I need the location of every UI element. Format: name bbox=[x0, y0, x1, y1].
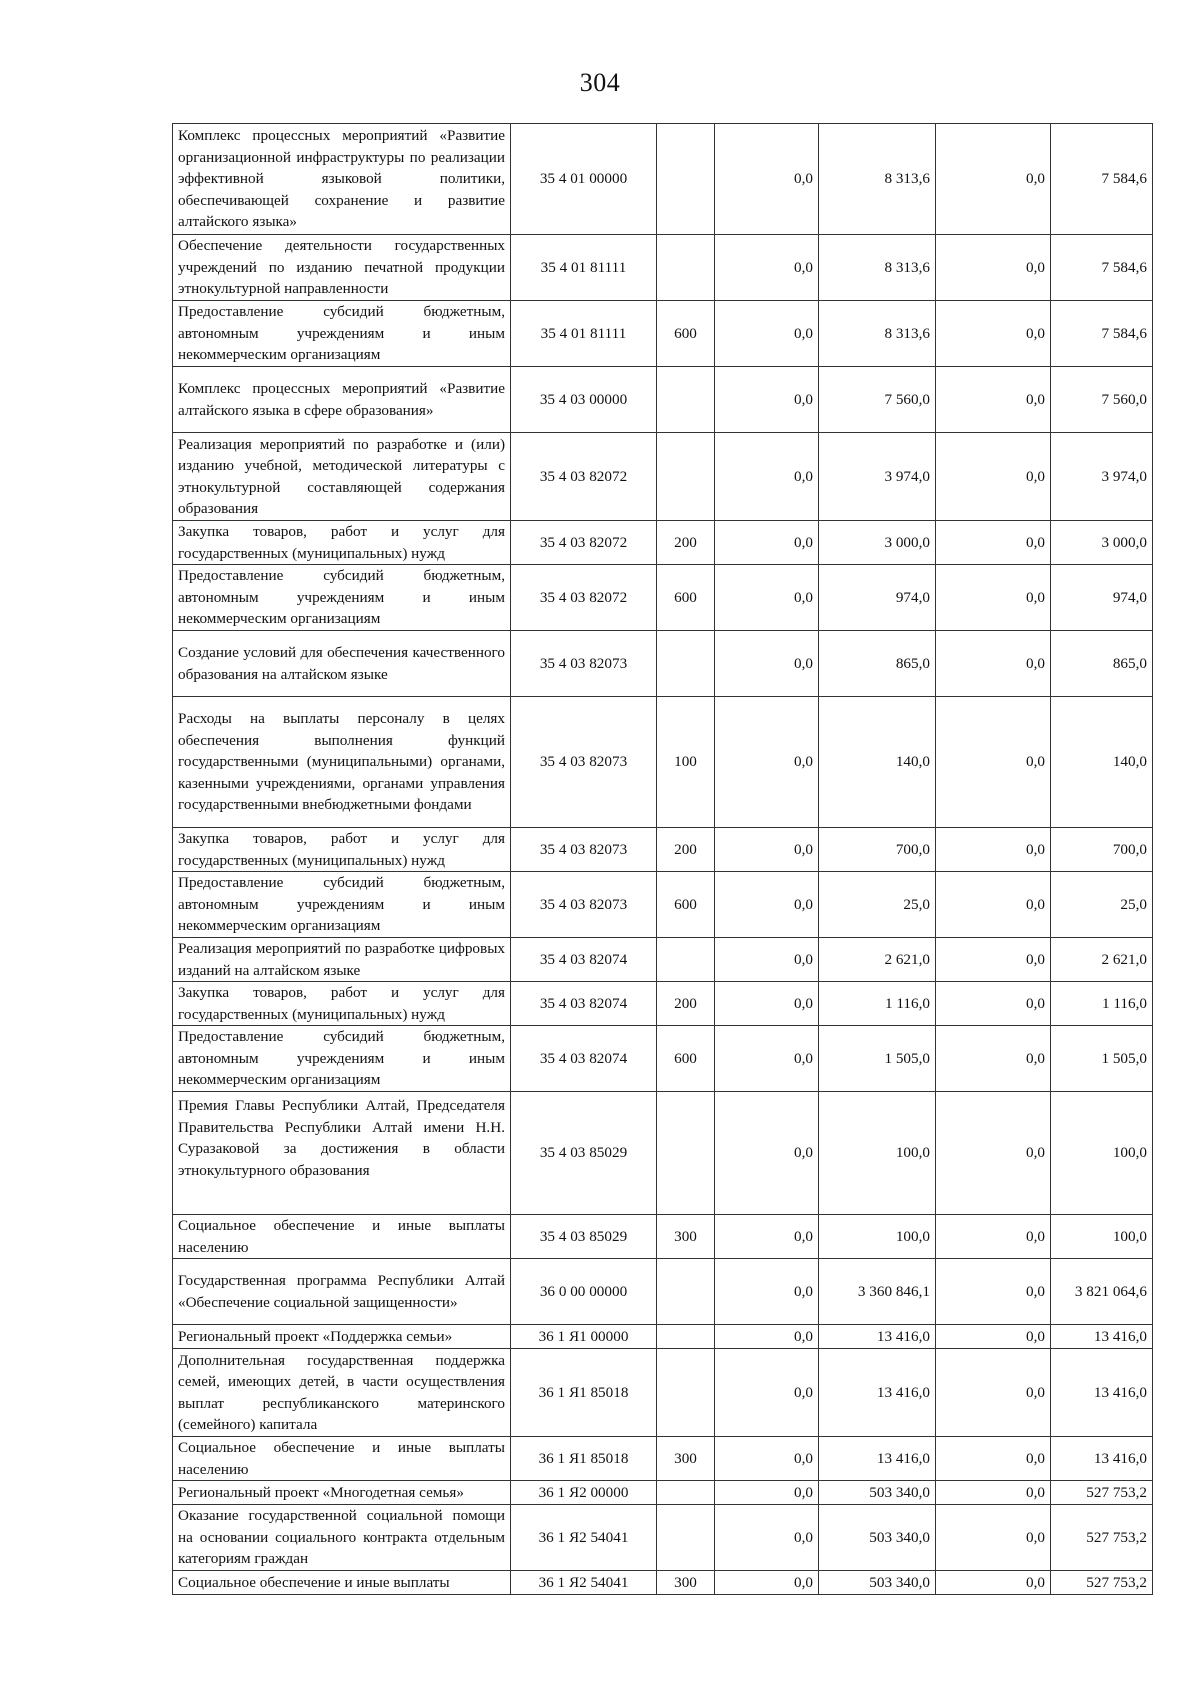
row-value-4: 1 505,0 bbox=[1051, 1026, 1153, 1092]
row-value-4: 7 584,6 bbox=[1051, 301, 1153, 367]
row-target-code: 35 4 01 00000 bbox=[511, 124, 657, 235]
row-value-4: 2 621,0 bbox=[1051, 938, 1153, 982]
table-row bbox=[173, 235, 1153, 301]
row-target-code: 35 4 03 82074 bbox=[511, 1026, 657, 1092]
row-target-code: 35 4 03 00000 bbox=[511, 367, 657, 433]
row-expense-type: 600 bbox=[657, 301, 715, 367]
row-value-4: 700,0 bbox=[1051, 828, 1153, 872]
row-value-2: 3 000,0 bbox=[819, 521, 936, 565]
row-value-1: 0,0 bbox=[715, 872, 819, 938]
row-value-1: 0,0 bbox=[715, 367, 819, 433]
row-value-3: 0,0 bbox=[936, 1259, 1051, 1325]
row-value-3: 0,0 bbox=[936, 1026, 1051, 1092]
row-value-1: 0,0 bbox=[715, 828, 819, 872]
row-value-3: 0,0 bbox=[936, 301, 1051, 367]
row-value-1: 0,0 bbox=[715, 1481, 819, 1505]
table-row bbox=[173, 631, 1153, 697]
table-row bbox=[173, 982, 1153, 1026]
table-row bbox=[173, 124, 1153, 235]
row-value-2: 13 416,0 bbox=[819, 1349, 936, 1437]
row-value-1: 0,0 bbox=[715, 1026, 819, 1092]
row-value-4: 25,0 bbox=[1051, 872, 1153, 938]
row-value-4: 7 584,6 bbox=[1051, 235, 1153, 301]
row-value-1: 0,0 bbox=[715, 301, 819, 367]
row-expense-type bbox=[657, 1481, 715, 1505]
table-row bbox=[173, 872, 1153, 938]
row-expense-type: 600 bbox=[657, 565, 715, 631]
row-target-code: 36 1 Я2 00000 bbox=[511, 1481, 657, 1505]
row-target-code: 35 4 03 82072 bbox=[511, 521, 657, 565]
row-name: Закупка товаров, работ и услуг для государственных (муниципальных) нужд bbox=[173, 521, 511, 565]
row-value-1: 0,0 bbox=[715, 124, 819, 235]
table-row bbox=[173, 1571, 1153, 1595]
row-value-2: 140,0 bbox=[819, 697, 936, 828]
table-row bbox=[173, 367, 1153, 433]
row-value-4: 7 584,6 bbox=[1051, 124, 1153, 235]
row-expense-type: 200 bbox=[657, 521, 715, 565]
row-value-4: 140,0 bbox=[1051, 697, 1153, 828]
row-value-3: 0,0 bbox=[936, 872, 1051, 938]
row-name: Социальное обеспечение и иные выплаты населению bbox=[173, 1215, 511, 1259]
row-target-code: 35 4 03 82074 bbox=[511, 982, 657, 1026]
row-expense-type bbox=[657, 433, 715, 521]
row-value-4: 7 560,0 bbox=[1051, 367, 1153, 433]
table-row bbox=[173, 433, 1153, 521]
row-value-3: 0,0 bbox=[936, 1325, 1051, 1349]
row-target-code: 36 1 Я2 54041 bbox=[511, 1571, 657, 1595]
row-expense-type: 200 bbox=[657, 828, 715, 872]
row-name: Обеспечение деятельности государственных учреждений по изданию печатной продукции этнокультурной направленности bbox=[173, 235, 511, 301]
row-expense-type bbox=[657, 631, 715, 697]
row-value-4: 527 753,2 bbox=[1051, 1505, 1153, 1571]
row-value-1: 0,0 bbox=[715, 1571, 819, 1595]
table-row bbox=[173, 1437, 1153, 1481]
row-value-4: 1 116,0 bbox=[1051, 982, 1153, 1026]
row-expense-type bbox=[657, 938, 715, 982]
row-target-code: 35 4 01 81111 bbox=[511, 235, 657, 301]
row-value-3: 0,0 bbox=[936, 1437, 1051, 1481]
row-value-2: 503 340,0 bbox=[819, 1505, 936, 1571]
row-value-3: 0,0 bbox=[936, 1349, 1051, 1437]
row-expense-type bbox=[657, 1259, 715, 1325]
table-row bbox=[173, 938, 1153, 982]
table-row bbox=[173, 565, 1153, 631]
row-name: Закупка товаров, работ и услуг для государственных (муниципальных) нужд bbox=[173, 828, 511, 872]
table-row bbox=[173, 697, 1153, 828]
row-value-4: 3 974,0 bbox=[1051, 433, 1153, 521]
row-value-1: 0,0 bbox=[715, 433, 819, 521]
table-row bbox=[173, 828, 1153, 872]
row-value-2: 13 416,0 bbox=[819, 1325, 936, 1349]
row-expense-type bbox=[657, 1349, 715, 1437]
row-name: Предоставление субсидий бюджетным, автономным учреждениям и иным некоммерческим организациям bbox=[173, 1026, 511, 1092]
row-target-code: 36 1 Я1 85018 bbox=[511, 1349, 657, 1437]
row-value-4: 3 000,0 bbox=[1051, 521, 1153, 565]
row-value-1: 0,0 bbox=[715, 1259, 819, 1325]
row-target-code: 35 4 03 82073 bbox=[511, 872, 657, 938]
row-name: Реализация мероприятий по разработке и (или) изданию учебной, методической литературы с этнокультурной составляющей содержания образования bbox=[173, 433, 511, 521]
row-value-2: 503 340,0 bbox=[819, 1571, 936, 1595]
row-value-2: 700,0 bbox=[819, 828, 936, 872]
row-value-3: 0,0 bbox=[936, 367, 1051, 433]
row-expense-type: 300 bbox=[657, 1571, 715, 1595]
row-value-3: 0,0 bbox=[936, 235, 1051, 301]
row-expense-type bbox=[657, 1505, 715, 1571]
row-value-3: 0,0 bbox=[936, 1215, 1051, 1259]
budget-table bbox=[172, 123, 1153, 1595]
row-name: Закупка товаров, работ и услуг для государственных (муниципальных) нужд bbox=[173, 982, 511, 1026]
budget-table-body bbox=[173, 124, 1153, 1595]
row-value-4: 527 753,2 bbox=[1051, 1481, 1153, 1505]
row-target-code: 35 4 03 82073 bbox=[511, 631, 657, 697]
row-value-3: 0,0 bbox=[936, 631, 1051, 697]
row-value-3: 0,0 bbox=[936, 433, 1051, 521]
row-value-4: 100,0 bbox=[1051, 1215, 1153, 1259]
row-target-code: 35 4 01 81111 bbox=[511, 301, 657, 367]
row-value-4: 13 416,0 bbox=[1051, 1349, 1153, 1437]
row-value-1: 0,0 bbox=[715, 521, 819, 565]
row-value-4: 13 416,0 bbox=[1051, 1325, 1153, 1349]
row-target-code: 35 4 03 82072 bbox=[511, 565, 657, 631]
row-name: Предоставление субсидий бюджетным, автономным учреждениям и иным некоммерческим организациям bbox=[173, 301, 511, 367]
row-name: Создание условий для обеспечения качественного образования на алтайском языке bbox=[173, 631, 511, 697]
row-expense-type: 100 bbox=[657, 697, 715, 828]
row-expense-type: 300 bbox=[657, 1215, 715, 1259]
row-value-1: 0,0 bbox=[715, 235, 819, 301]
row-expense-type bbox=[657, 1092, 715, 1215]
row-value-3: 0,0 bbox=[936, 982, 1051, 1026]
table-row bbox=[173, 1092, 1153, 1215]
table-row bbox=[173, 1325, 1153, 1349]
row-value-4: 3 821 064,6 bbox=[1051, 1259, 1153, 1325]
row-expense-type: 600 bbox=[657, 872, 715, 938]
row-name: Предоставление субсидий бюджетным, автономным учреждениям и иным некоммерческим организациям bbox=[173, 872, 511, 938]
row-expense-type bbox=[657, 367, 715, 433]
row-value-3: 0,0 bbox=[936, 1505, 1051, 1571]
row-name: Региональный проект «Поддержка семьи» bbox=[173, 1325, 511, 1349]
row-value-2: 503 340,0 bbox=[819, 1481, 936, 1505]
row-name: Комплекс процессных мероприятий «Развитие алтайского языка в сфере образования» bbox=[173, 367, 511, 433]
row-value-4: 527 753,2 bbox=[1051, 1571, 1153, 1595]
row-name: Региональный проект «Многодетная семья» bbox=[173, 1481, 511, 1505]
row-name: Оказание государственной социальной помощи на основании социального контракта отдельным категориям граждан bbox=[173, 1505, 511, 1571]
row-value-1: 0,0 bbox=[715, 565, 819, 631]
row-value-2: 100,0 bbox=[819, 1092, 936, 1215]
row-target-code: 35 4 03 82073 bbox=[511, 828, 657, 872]
row-value-4: 100,0 bbox=[1051, 1092, 1153, 1215]
row-expense-type bbox=[657, 124, 715, 235]
row-value-1: 0,0 bbox=[715, 631, 819, 697]
row-target-code: 36 1 Я1 85018 bbox=[511, 1437, 657, 1481]
row-expense-type: 300 bbox=[657, 1437, 715, 1481]
row-name: Социальное обеспечение и иные выплаты населению bbox=[173, 1437, 511, 1481]
row-target-code: 36 0 00 00000 bbox=[511, 1259, 657, 1325]
row-value-2: 25,0 bbox=[819, 872, 936, 938]
row-value-3: 0,0 bbox=[936, 1481, 1051, 1505]
row-value-2: 3 974,0 bbox=[819, 433, 936, 521]
row-value-1: 0,0 bbox=[715, 1437, 819, 1481]
row-target-code: 36 1 Я1 00000 bbox=[511, 1325, 657, 1349]
row-value-1: 0,0 bbox=[715, 1505, 819, 1571]
row-name: Предоставление субсидий бюджетным, автономным учреждениям и иным некоммерческим организациям bbox=[173, 565, 511, 631]
row-target-code: 35 4 03 82073 bbox=[511, 697, 657, 828]
row-name: Расходы на выплаты персоналу в целях обеспечения выполнения функций государственными (муниципальными) органами, казенными учреждениями, органами управления государственными внебюджетными фондами bbox=[173, 697, 511, 828]
table-row bbox=[173, 1215, 1153, 1259]
row-value-2: 8 313,6 bbox=[819, 301, 936, 367]
row-value-1: 0,0 bbox=[715, 1349, 819, 1437]
table-row bbox=[173, 1259, 1153, 1325]
row-value-2: 974,0 bbox=[819, 565, 936, 631]
row-name: Социальное обеспечение и иные выплаты bbox=[173, 1571, 511, 1595]
row-value-2: 13 416,0 bbox=[819, 1437, 936, 1481]
row-value-3: 0,0 bbox=[936, 697, 1051, 828]
row-value-2: 2 621,0 bbox=[819, 938, 936, 982]
row-value-2: 865,0 bbox=[819, 631, 936, 697]
table-row bbox=[173, 1481, 1153, 1505]
row-value-2: 8 313,6 bbox=[819, 235, 936, 301]
row-value-1: 0,0 bbox=[715, 1215, 819, 1259]
table-row bbox=[173, 1349, 1153, 1437]
row-value-2: 7 560,0 bbox=[819, 367, 936, 433]
row-name: Комплекс процессных мероприятий «Развитие организационной инфраструктуры по реализации эффективной языковой политики, обеспечивающей сохранение и развитие алтайского языка» bbox=[173, 124, 511, 235]
table-row bbox=[173, 1026, 1153, 1092]
row-value-3: 0,0 bbox=[936, 124, 1051, 235]
page-number: 304 bbox=[579, 68, 621, 97]
row-value-2: 1 116,0 bbox=[819, 982, 936, 1026]
row-name: Государственная программа Республики Алтай «Обеспечение социальной защищенности» bbox=[173, 1259, 511, 1325]
table-row bbox=[173, 301, 1153, 367]
row-expense-type bbox=[657, 235, 715, 301]
row-name: Премия Главы Республики Алтай, Председателя Правительства Республики Алтай имени Н.Н. Суразаковой за достижения в области этнокультурного образования bbox=[173, 1092, 511, 1215]
row-value-3: 0,0 bbox=[936, 938, 1051, 982]
row-target-code: 36 1 Я2 54041 bbox=[511, 1505, 657, 1571]
row-value-2: 3 360 846,1 bbox=[819, 1259, 936, 1325]
row-target-code: 35 4 03 82072 bbox=[511, 433, 657, 521]
row-value-4: 974,0 bbox=[1051, 565, 1153, 631]
row-name: Реализация мероприятий по разработке цифровых изданий на алтайском языке bbox=[173, 938, 511, 982]
row-expense-type: 200 bbox=[657, 982, 715, 1026]
row-value-4: 13 416,0 bbox=[1051, 1437, 1153, 1481]
row-value-1: 0,0 bbox=[715, 697, 819, 828]
row-target-code: 35 4 03 82074 bbox=[511, 938, 657, 982]
row-value-3: 0,0 bbox=[936, 1092, 1051, 1215]
row-value-1: 0,0 bbox=[715, 982, 819, 1026]
row-value-1: 0,0 bbox=[715, 1092, 819, 1215]
row-value-2: 8 313,6 bbox=[819, 124, 936, 235]
row-value-1: 0,0 bbox=[715, 1325, 819, 1349]
row-value-3: 0,0 bbox=[936, 521, 1051, 565]
row-expense-type bbox=[657, 1325, 715, 1349]
table-row bbox=[173, 1505, 1153, 1571]
row-value-3: 0,0 bbox=[936, 1571, 1051, 1595]
row-name: Дополнительная государственная поддержка семей, имеющих детей, в части осуществления выплат республиканского материнского (семейного) капитала bbox=[173, 1349, 511, 1437]
row-value-2: 1 505,0 bbox=[819, 1026, 936, 1092]
row-value-3: 0,0 bbox=[936, 565, 1051, 631]
row-value-3: 0,0 bbox=[936, 828, 1051, 872]
row-expense-type: 600 bbox=[657, 1026, 715, 1092]
row-target-code: 35 4 03 85029 bbox=[511, 1215, 657, 1259]
row-value-2: 100,0 bbox=[819, 1215, 936, 1259]
row-value-1: 0,0 bbox=[715, 938, 819, 982]
table-row bbox=[173, 521, 1153, 565]
row-value-4: 865,0 bbox=[1051, 631, 1153, 697]
row-target-code: 35 4 03 85029 bbox=[511, 1092, 657, 1215]
